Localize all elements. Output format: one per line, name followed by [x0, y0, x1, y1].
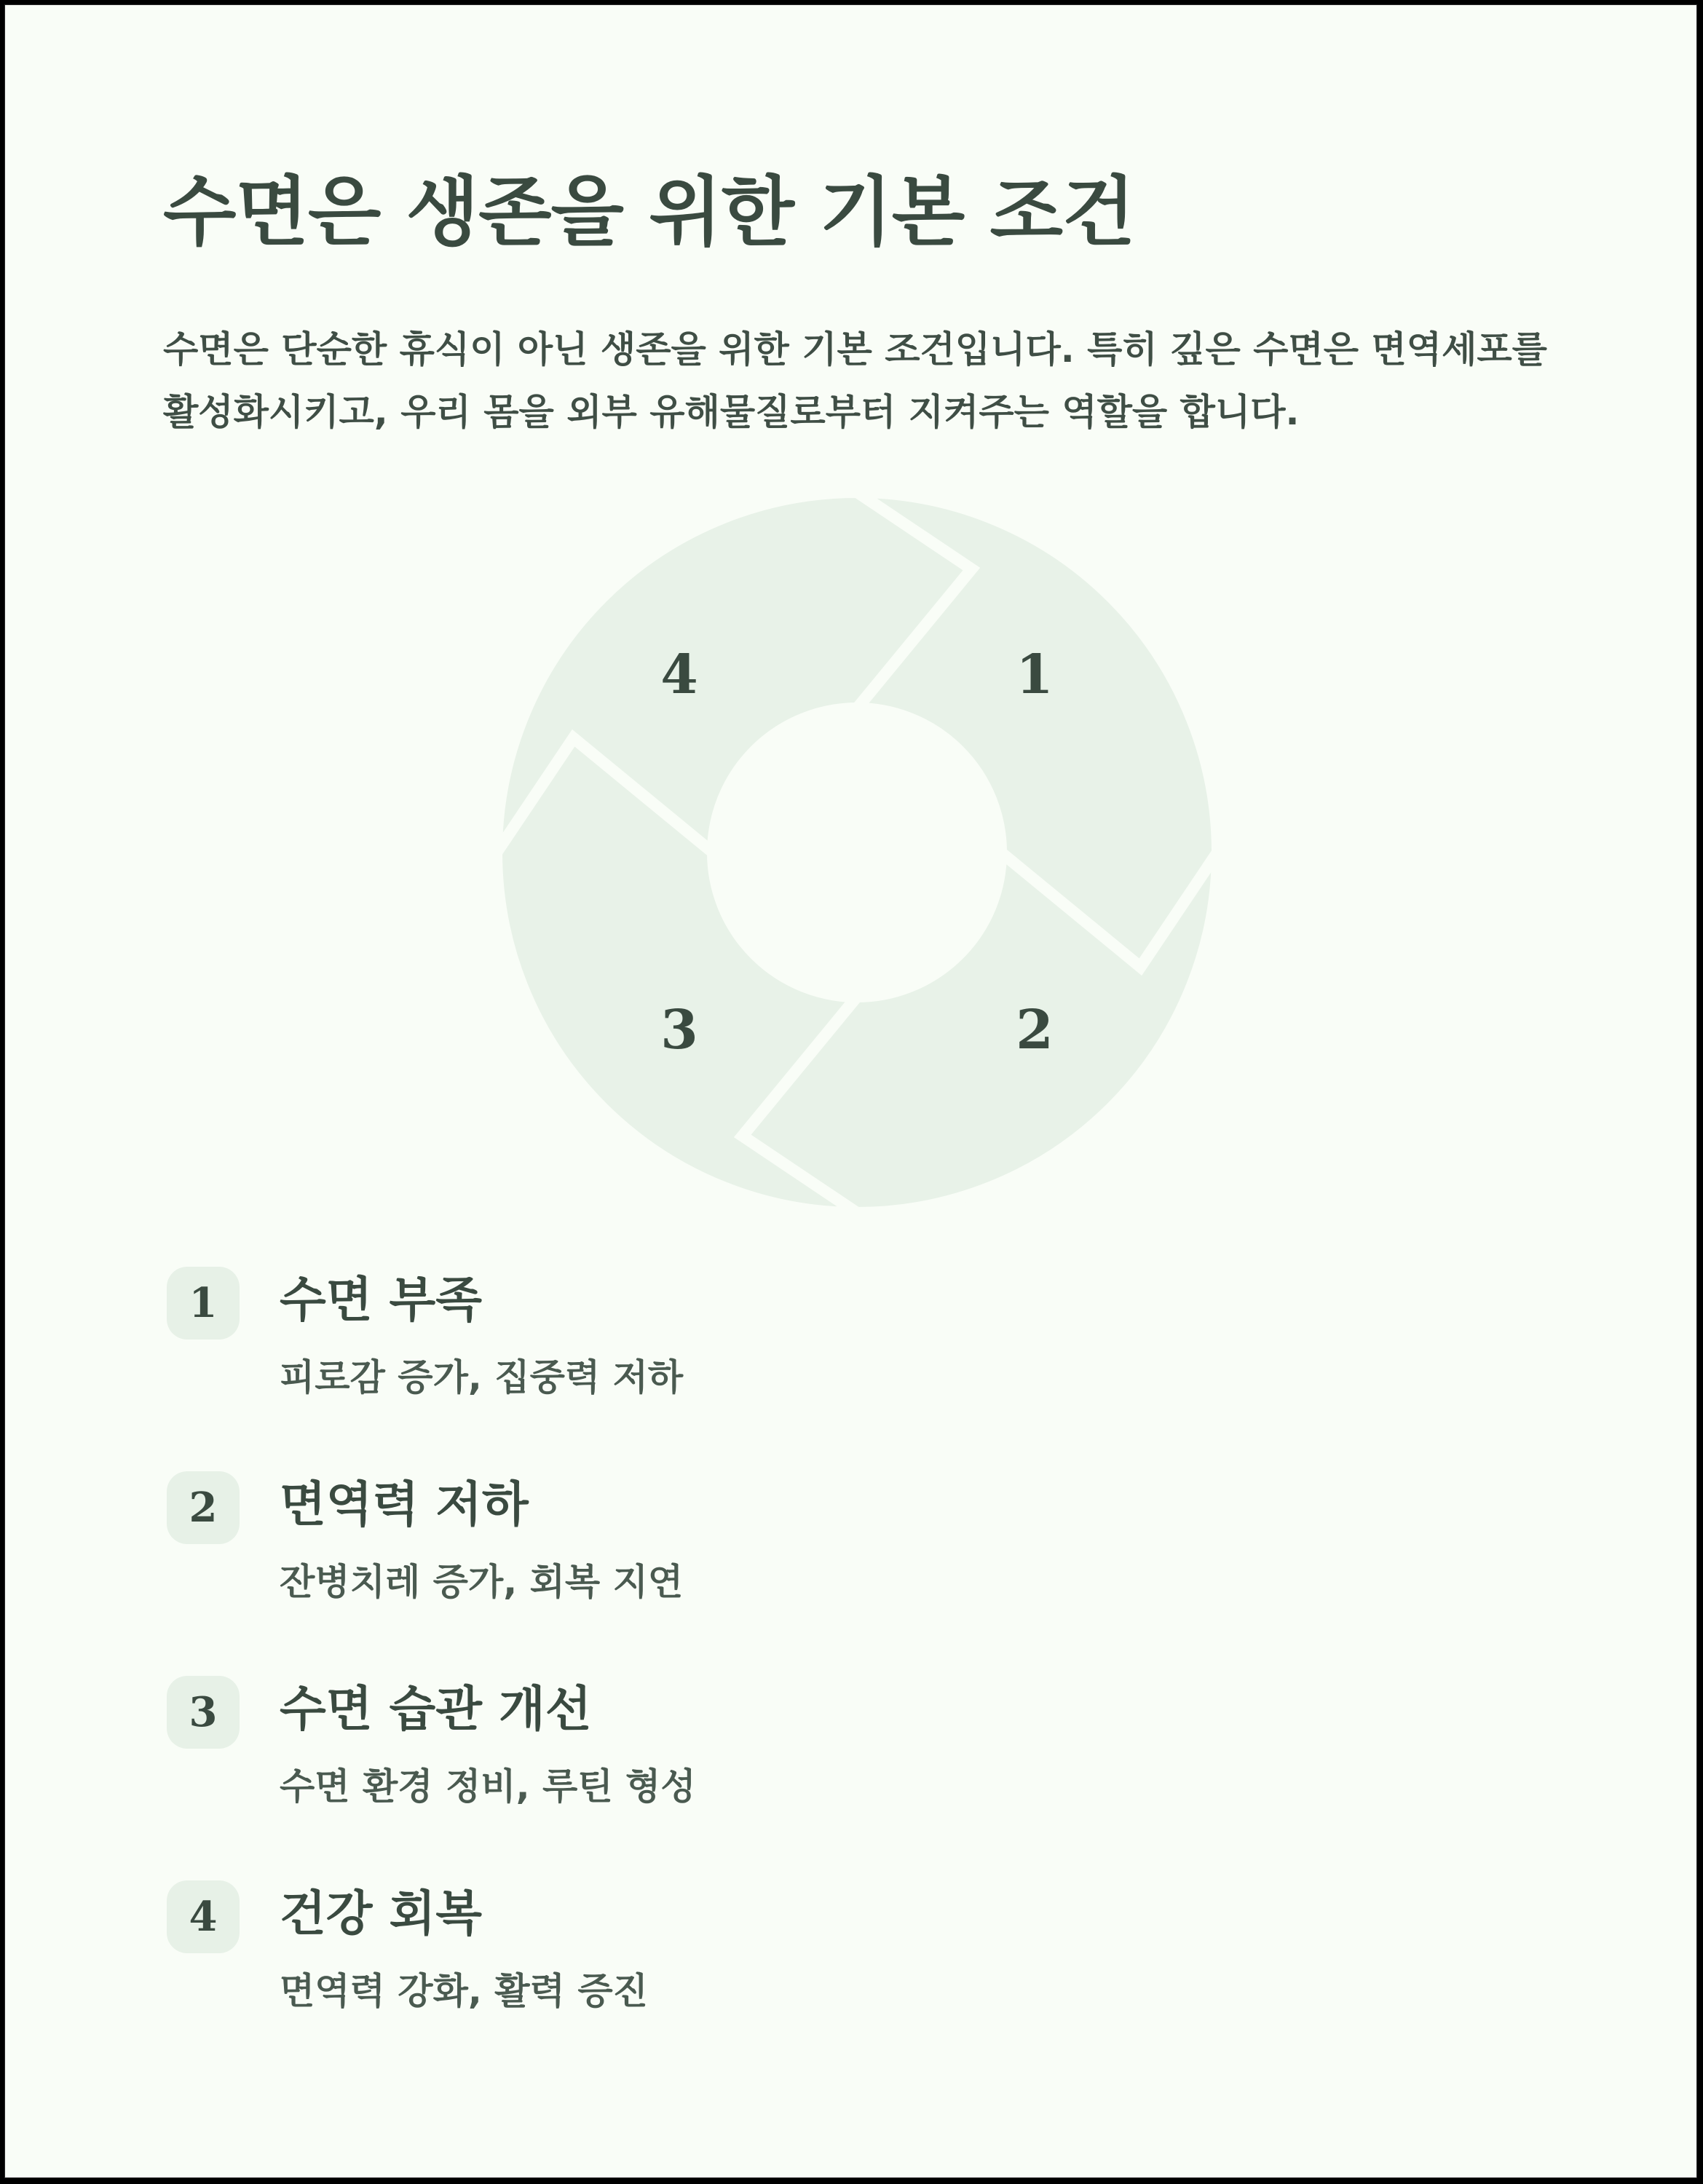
- step-item: [163, 1261, 1546, 1465]
- step-title: 건강 회복: [280, 1886, 483, 1942]
- step-item: [163, 1875, 1546, 2079]
- step-title: 면역력 저하: [280, 1476, 529, 1532]
- step-number-badge: 1: [167, 1267, 240, 1340]
- step-number-badge: 4: [167, 1880, 240, 1953]
- cycle-segment-number: 1: [1016, 644, 1054, 706]
- cycle-segment-number: 4: [660, 644, 698, 706]
- cycle-segment-number: 3: [660, 999, 698, 1061]
- step-description: 피로감 증가, 집중력 저하: [280, 1356, 684, 1398]
- step-list: [163, 1261, 1546, 2079]
- step-item: [163, 1465, 1546, 1670]
- intro-paragraph: 수면은 단순한 휴식이 아닌 생존을 위한 기본 조건입니다. 특히 깊은 수면은 면역세포를 활성화시키고, 우리 몸을 외부 유해물질로부터 지켜주는 역할을 합니다.: [163, 328, 1547, 433]
- step-title: 수면 부족: [280, 1272, 483, 1328]
- page: [4, 4, 1697, 2178]
- page-title: 수면은 생존을 위한 기본 조건: [163, 167, 1135, 256]
- cycle-segment-number: 2: [1016, 999, 1054, 1061]
- step-description: 수면 환경 정비, 루틴 형성: [280, 1765, 696, 1808]
- step-number-badge: 2: [167, 1471, 240, 1544]
- step-description: 잔병치레 증가, 회복 지연: [280, 1561, 684, 1603]
- step-description: 면역력 강화, 활력 증진: [280, 1970, 648, 2012]
- step-title: 수면 습관 개선: [280, 1681, 592, 1737]
- cycle-diagram: [493, 488, 1221, 1216]
- step-number-badge: 3: [167, 1676, 240, 1749]
- step-item: [163, 1670, 1546, 1875]
